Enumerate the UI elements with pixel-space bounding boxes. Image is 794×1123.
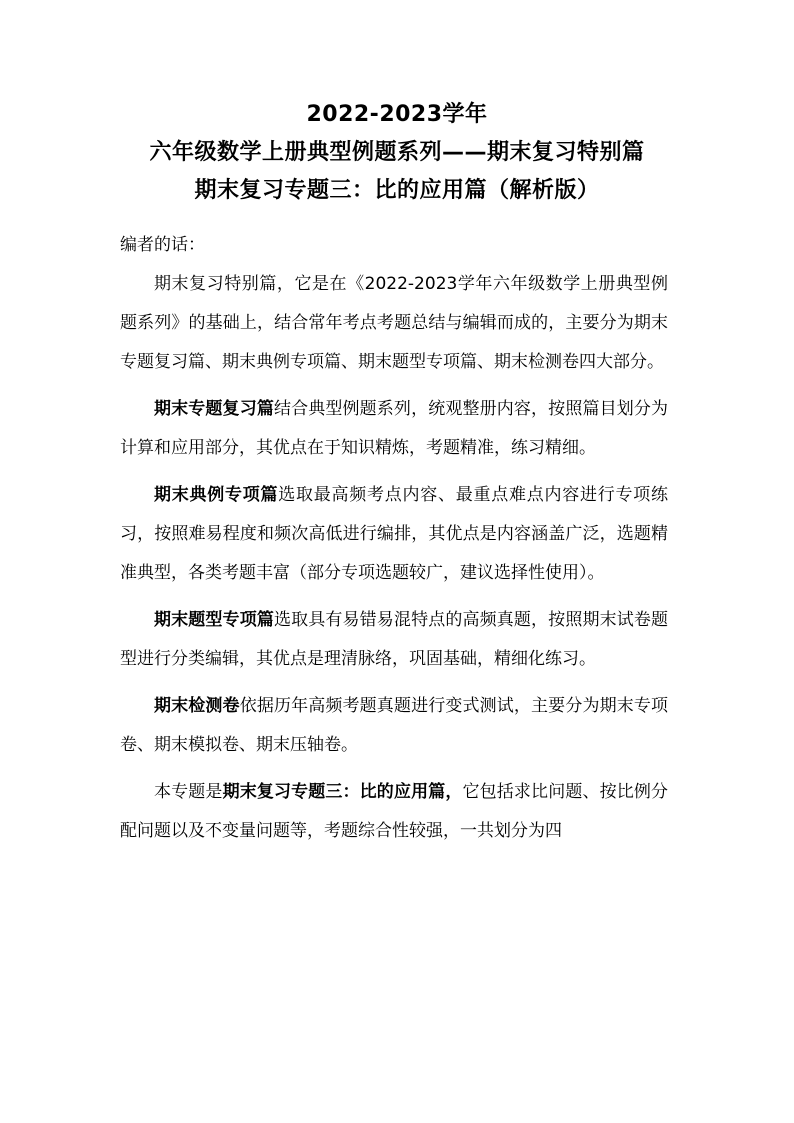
paragraph-topic <box>120 773 668 851</box>
paragraph-intro-text: 期末复习特别篇，它是在《2022-2023学年六年级数学上册典型例题系列》的基础上，结合常年考点考题总结与编辑而成的，主要分为期末专题复习篇、期末典例专项篇、期末题型专项篇、期末检测卷四大部分。 <box>120 274 668 372</box>
paragraph-review <box>120 390 668 468</box>
paragraph-review-heading: 期末专题复习篇 <box>154 399 274 419</box>
paragraph-question-types-text: 选取具有易错易混特点的高频真题，按照期末试卷题型进行分类编辑，其优点是理清脉络，巩固基础，精细化练习。 <box>120 610 669 669</box>
title-series: 六年级数学上册典型例题系列——期末复习特别篇 <box>149 140 645 165</box>
paragraph-intro <box>120 265 668 382</box>
paragraph-tests-heading: 期末检测卷 <box>154 696 240 716</box>
title-topic: 期末复习专题三：比的应用篇（解析版） <box>194 178 600 203</box>
paragraph-tests <box>120 687 668 765</box>
paragraph-topic-prefix: 本专题是 <box>154 782 223 802</box>
paragraph-examples-heading: 期末典例专项篇 <box>154 485 279 505</box>
editor-note-label: 编者的话： <box>120 235 205 255</box>
paragraph-examples-text: 选取最高频考点内容、最重点难点内容进行专项练习，按照难易程度和频次高低进行编排，其优点是内容涵盖广泛，选题精准典型，各类考题丰富（部分专项选题较广，建议选择性使用）。 <box>120 485 668 583</box>
paragraph-review-text: 结合典型例题系列，统观整册内容，按照篇目划分为计算和应用部分，其优点在于知识精炼，考题精准，练习精细。 <box>120 399 669 458</box>
paragraph-question-types-heading: 期末题型专项篇 <box>154 610 274 630</box>
paragraph-topic-heading: 期末复习专题三：比的应用篇， <box>222 782 463 802</box>
paragraph-tests-text: 依据历年高频考题真题进行变式测试，主要分为期末专项卷、期末模拟卷、期末压轴卷。 <box>120 696 669 755</box>
paragraph-question-types <box>120 601 668 679</box>
document-body <box>120 226 668 859</box>
title-block <box>0 96 794 210</box>
title-year: 2022-2023学年 <box>306 102 488 127</box>
paragraph-examples <box>120 476 668 593</box>
paragraph-topic-text: 它包括求比问题、按比例分配问题以及不变量问题等，考题综合性较强，一共划分为四 <box>120 782 669 841</box>
